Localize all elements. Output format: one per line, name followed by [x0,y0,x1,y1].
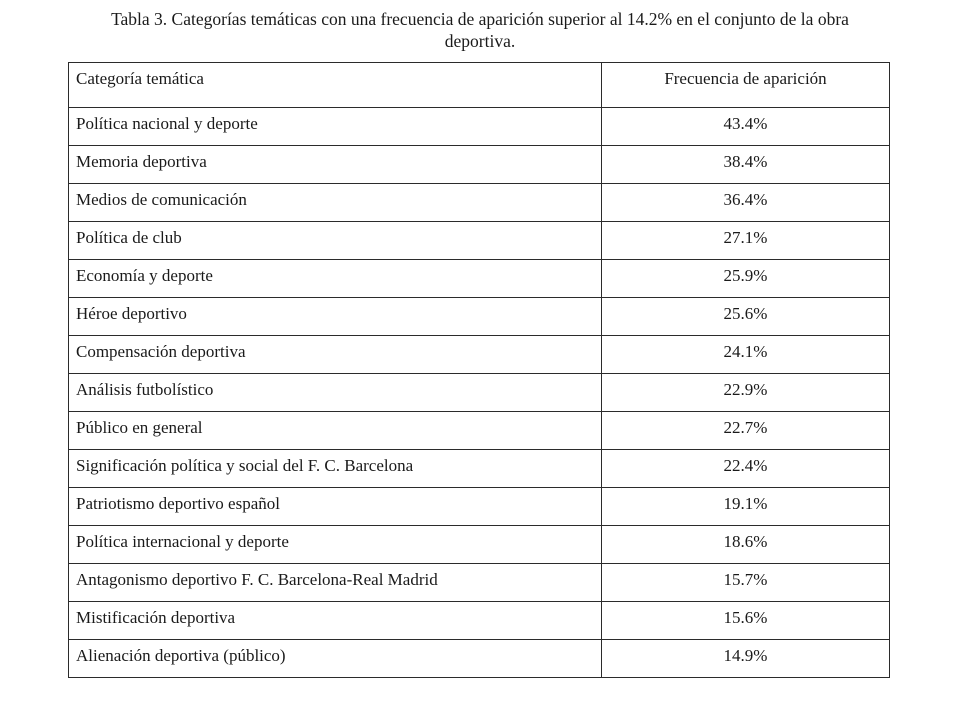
table-caption [40,8,920,52]
frequency-cell: 27.1% [602,222,890,260]
header-category: Categoría temática [69,63,602,108]
frequency-cell: 15.7% [602,564,890,602]
header-frequency: Frecuencia de aparición [602,63,890,108]
table-row [69,450,890,488]
category-cell: Patriotismo deportivo español [69,488,602,526]
table-row [69,108,890,146]
table-row [69,488,890,526]
frequency-cell: 38.4% [602,146,890,184]
category-cell: Política de club [69,222,602,260]
frequency-cell: 24.1% [602,336,890,374]
category-cell: Economía y deporte [69,260,602,298]
frequency-cell: 22.9% [602,374,890,412]
thematic-categories-table [68,62,890,678]
table-row [69,146,890,184]
category-cell: Significación política y social del F. C. Barcelona [69,450,602,488]
frequency-cell: 25.9% [602,260,890,298]
category-cell: Compensación deportiva [69,336,602,374]
table-row [69,374,890,412]
frequency-cell: 14.9% [602,640,890,678]
table-row [69,640,890,678]
frequency-cell: 22.4% [602,450,890,488]
category-cell: Mistificación deportiva [69,602,602,640]
frequency-cell: 43.4% [602,108,890,146]
table-row [69,526,890,564]
table-row [69,336,890,374]
table-row [69,602,890,640]
frequency-cell: 36.4% [602,184,890,222]
category-cell: Política nacional y deporte [69,108,602,146]
category-cell: Alienación deportiva (público) [69,640,602,678]
table-row [69,412,890,450]
frequency-cell: 18.6% [602,526,890,564]
caption-line-1: Tabla 3. Categorías temáticas con una frecuencia de aparición superior al 14.2% en el conjunto de la obra [111,9,849,29]
table-row [69,222,890,260]
frequency-cell: 19.1% [602,488,890,526]
category-cell: Política internacional y deporte [69,526,602,564]
category-cell: Medios de comunicación [69,184,602,222]
table-row [69,564,890,602]
category-cell: Héroe deportivo [69,298,602,336]
category-cell: Memoria deportiva [69,146,602,184]
table-header-row [69,63,890,108]
table-row [69,260,890,298]
caption-line-2: deportiva. [444,31,516,51]
frequency-cell: 25.6% [602,298,890,336]
category-cell: Público en general [69,412,602,450]
category-cell: Antagonismo deportivo F. C. Barcelona-Real Madrid [69,564,602,602]
frequency-cell: 22.7% [602,412,890,450]
category-cell: Análisis futbolístico [69,374,602,412]
table-row [69,298,890,336]
frequency-cell: 15.6% [602,602,890,640]
table-row [69,184,890,222]
